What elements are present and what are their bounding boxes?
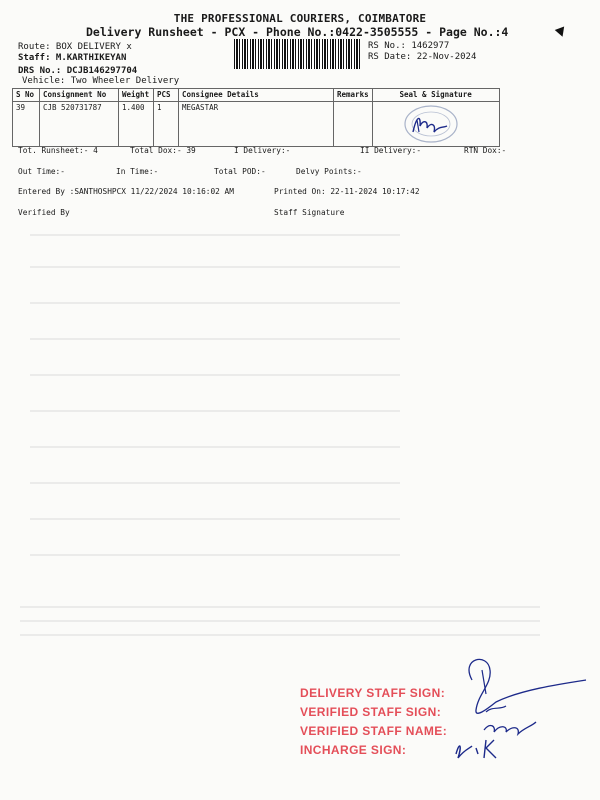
stamp-line-verified-staff-name: VERIFIED STAFF NAME: [300, 724, 448, 738]
in-time: In Time:- [116, 167, 159, 176]
column-header: Remarks [334, 89, 373, 102]
column-header: PCS [154, 89, 179, 102]
seal-signature-icon [373, 102, 493, 144]
stamp-line-delivery-staff-sign: DELIVERY STAFF SIGN: [300, 686, 446, 700]
barcode [234, 39, 360, 69]
column-header: Seal & Signature [372, 89, 499, 102]
column-header: Weight [119, 89, 154, 102]
table-row [13, 102, 500, 147]
cell-consignee: MEGASTAR [179, 102, 334, 147]
verified-by: Verified By [18, 208, 70, 217]
total-pod: Total POD:- [214, 167, 266, 176]
stamp-line-verified-staff-sign: VERIFIED STAFF SIGN: [300, 705, 442, 719]
document-subtitle: Delivery Runsheet - PCX - Phone No.:0422-3505555 - Page No.:4 [86, 25, 509, 39]
table-header-row [13, 89, 500, 102]
handwritten-signatures-icon [300, 650, 590, 770]
route-label: Route: BOX DELIVERY x [18, 42, 132, 52]
delvy-points: Delvy Points:- [296, 167, 362, 176]
drs-label: DRS No.: DCJB146297704 [18, 66, 138, 76]
total-dox: Total Dox:- 39 [130, 146, 196, 155]
rs-no: RS No.: 1462977 [368, 41, 450, 51]
staff-label: Staff: M.KARTHIKEYAN [18, 53, 127, 63]
document-title: THE PROFESSIONAL COURIERS, COIMBATORE [173, 12, 427, 25]
entered-by: Entered By :SANTHOSHPCX 11/22/2024 10:16:02 AM [18, 187, 234, 196]
cell-consignment: CJB 520731787 [40, 102, 119, 147]
staff-signature: Staff Signature [274, 208, 345, 217]
cell-seal [372, 102, 499, 147]
stamp-line-incharge-sign: INCHARGE SIGN: [300, 743, 407, 757]
cell-pcs: 1 [154, 102, 179, 147]
cell-weight: 1.400 [119, 102, 154, 147]
tot-runsheet: Tot. Runsheet:- 4 [18, 146, 98, 155]
column-header: Consignment No [40, 89, 119, 102]
cell-sno: 39 [13, 102, 40, 147]
runsheet-table [12, 88, 500, 147]
out-time: Out Time:- [18, 167, 65, 176]
ii-delivery: II Delivery:- [360, 146, 422, 155]
rs-date: RS Date: 22-Nov-2024 [368, 52, 477, 62]
column-header: Consignee Details [179, 89, 334, 102]
cell-remarks [334, 102, 373, 147]
column-header: S No [13, 89, 40, 102]
corner-mark-icon [555, 27, 567, 39]
vehicle-label: Vehicle: Two Wheeler Delivery [22, 76, 180, 86]
i-delivery: I Delivery:- [234, 146, 291, 155]
printed-on: Printed On: 22-11-2024 10:17:42 [274, 187, 420, 196]
rtn-dox: RTN Dox:- [464, 146, 507, 155]
